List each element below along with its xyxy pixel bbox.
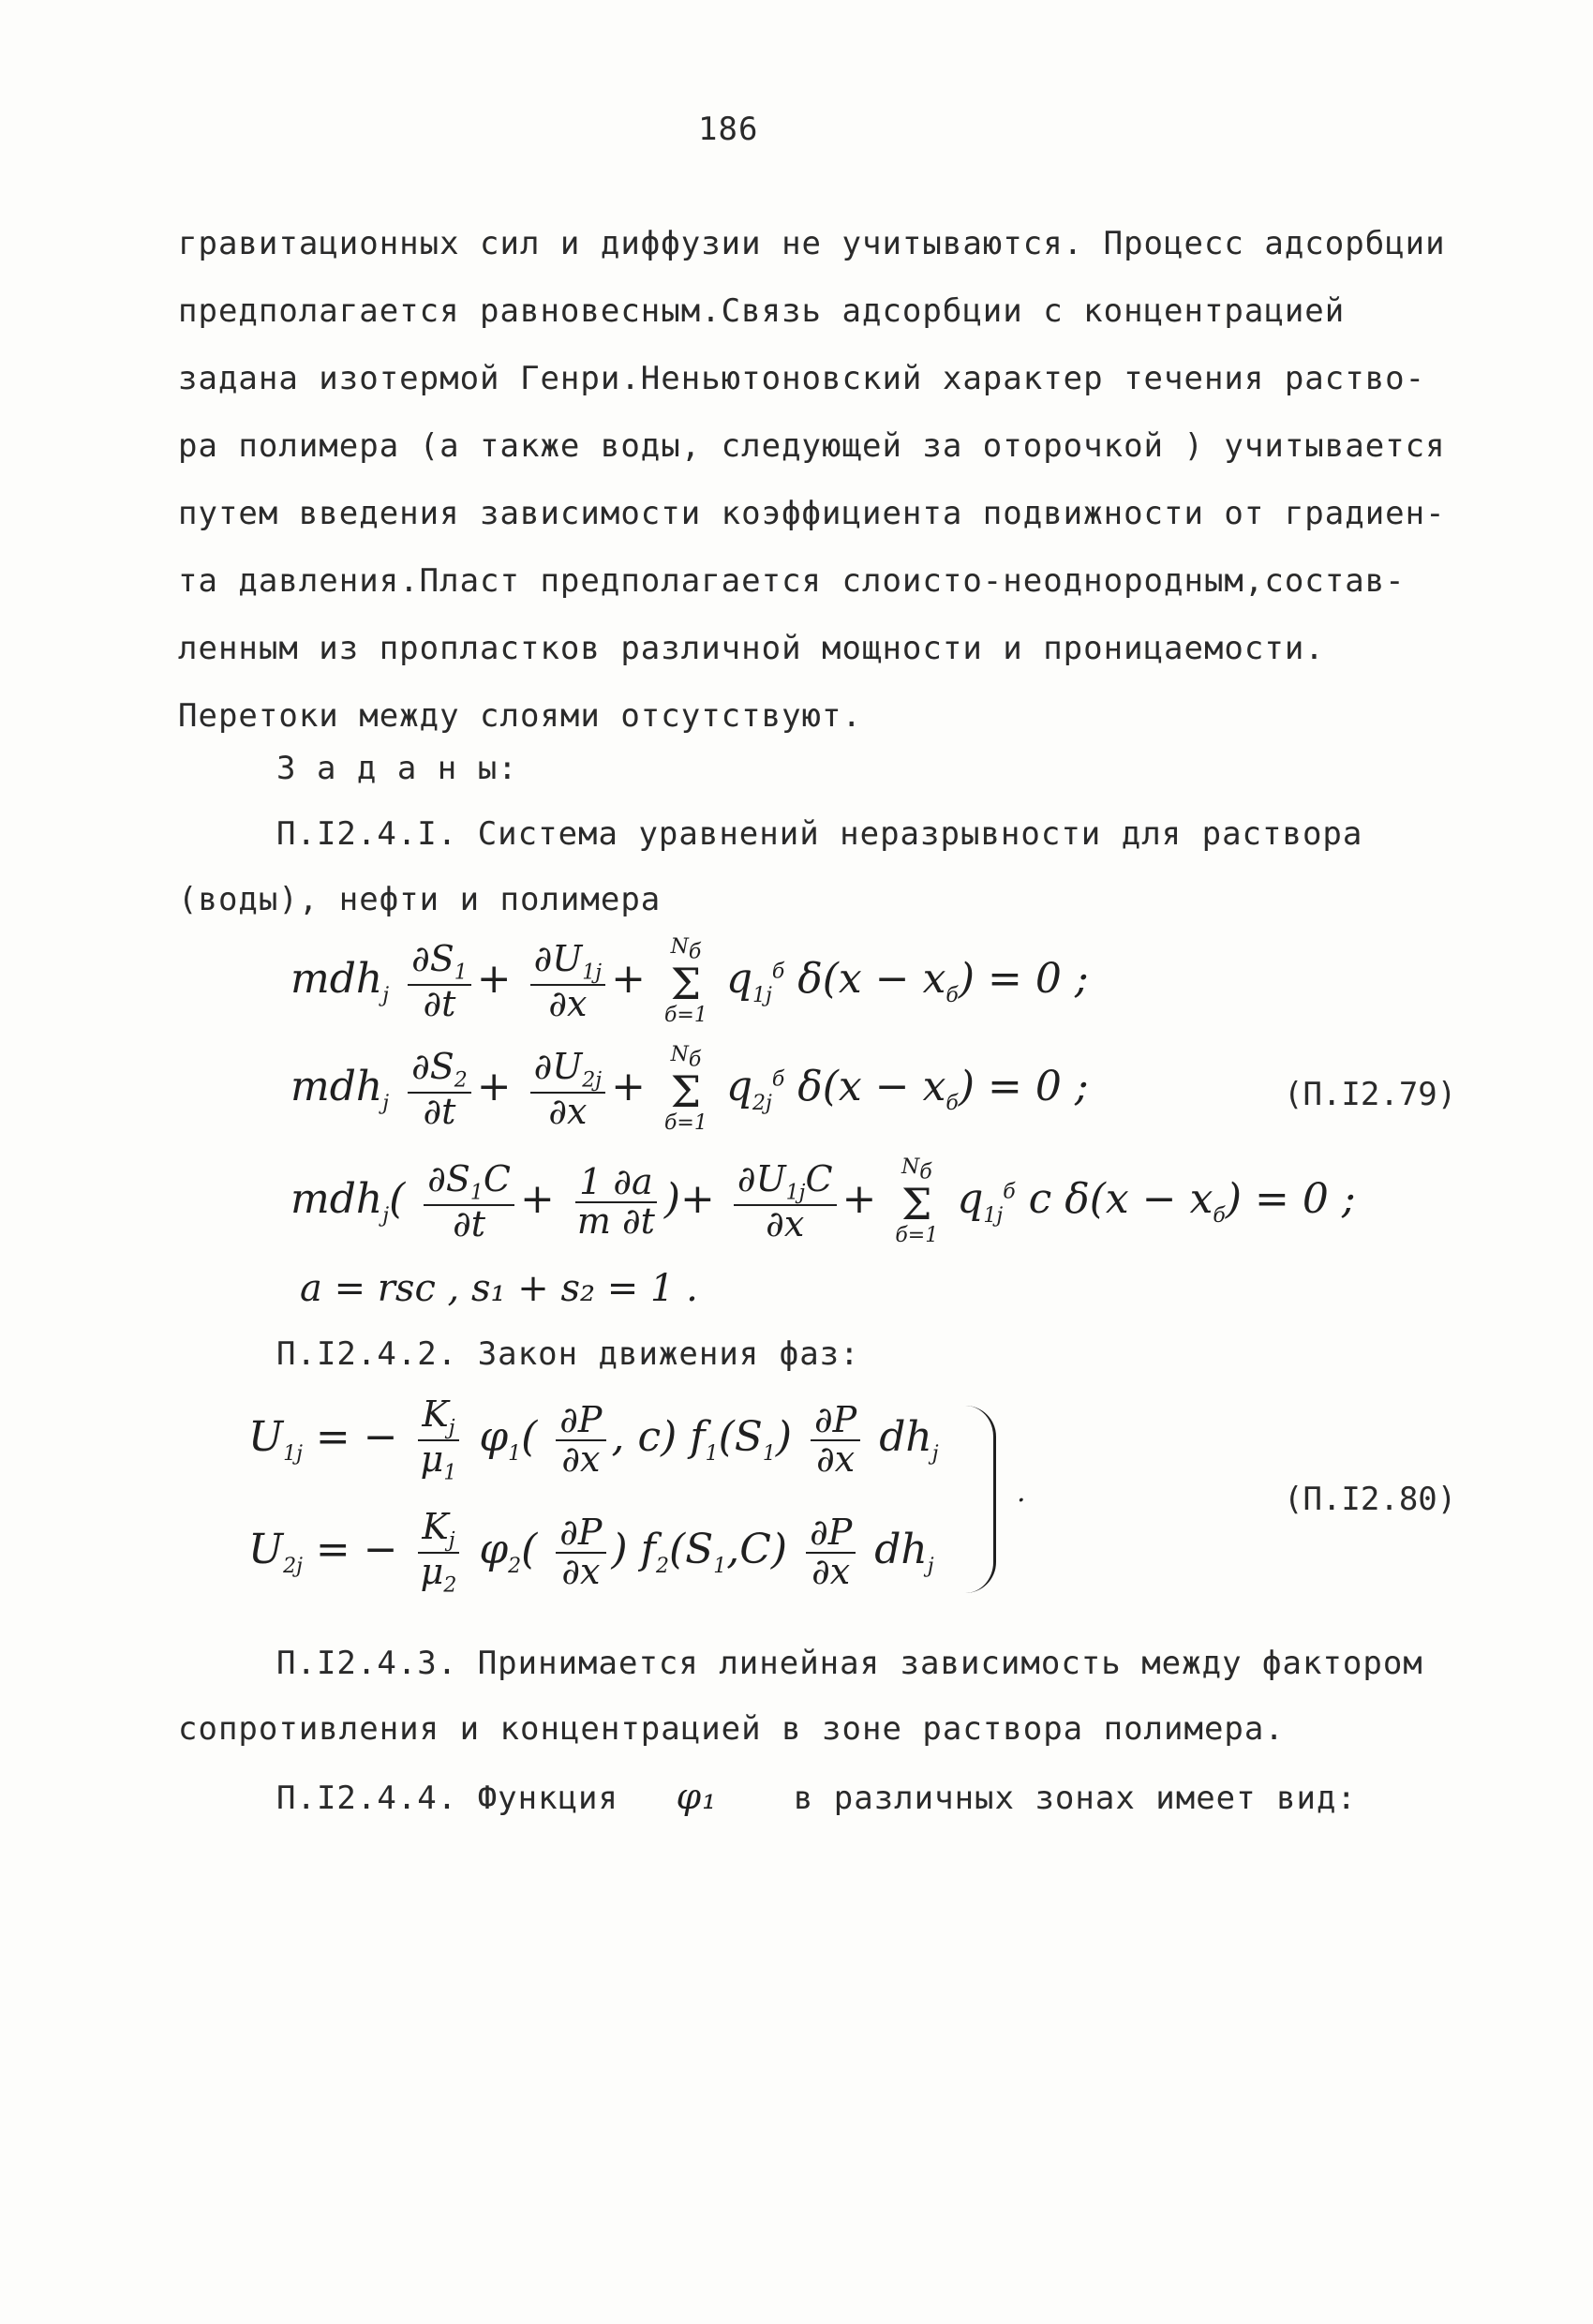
item3-line: сопротивления и концентрацией в зоне раствора полимера. xyxy=(178,1710,1285,1748)
brace-dot: . xyxy=(1017,1476,1026,1509)
equation-continuity-water: mdh$_j$ $\frac{\partial S_1}{\partial t}$ + $\frac{\partial U_{1j}}{\partial x}$ + $N_б$ Σ б=1 $q_{1j}^б$ $\delta(x - x_б) = 0$ ; xyxy=(290,935,1089,1028)
equation-velocity-water: $U_{1j}$ = − $\frac{K_j}{\mu_1}$ $\varphi_1$( $\frac{\partial P}{\partial x}$ , c) $f_1(S_1)$ $\frac{\partial P}{\partial x}$ $dh_j$ xyxy=(248,1393,939,1485)
text-line: задана изотермой Генри.Неньютоновский характер течения раство- xyxy=(178,360,1426,397)
text-line: та давления.Пласт предполагается слоисто-неоднородным,состав- xyxy=(178,562,1406,600)
phi-symbol: φ₁ xyxy=(676,1776,718,1817)
text-line: гравитационных сил и диффузии не учитываются. Процесс адсорбции xyxy=(178,225,1446,262)
text-line: предполагается равновесным.Связь адсорбции с концентрацией xyxy=(178,292,1346,330)
page-number: 186 xyxy=(698,111,759,148)
equation-number: (П.I2.79) xyxy=(1284,1076,1457,1113)
text-line: Перетоки между слоями отсутствуют. xyxy=(178,697,862,735)
text-line: путем введения зависимости коэффициента подвижности от градиен- xyxy=(178,495,1446,532)
item3-line: П.I2.4.3. Принимается линейная зависимость между фактором xyxy=(276,1645,1423,1682)
equation-adsorption: a = rsc , s₁ + s₂ = 1 . xyxy=(300,1267,698,1310)
equation-velocity-oil: $U_{2j}$ = − $\frac{K_j}{\mu_2}$ $\varphi_2$( $\frac{\partial P}{\partial x}$ ) $f_2(S_1,C)$ $\frac{\partial P}{\partial x}$ $dh_j$ xyxy=(248,1506,934,1598)
equation-continuity-polymer: mdh$_j$( $\frac{\partial S_1C}{\partial t}$ + $\frac{1 \partial a}{m \partial t}$ )+ $\frac{\partial U_{1j}C}{\partial x}$ + $N_б$ Σ б=1 $q_{1j}^б$ c $\delta(x - x_б) = 0$ ; xyxy=(290,1155,1356,1248)
equation-brace xyxy=(965,1406,996,1593)
item4-prefix: П.I2.4.4. Функция xyxy=(276,1780,618,1817)
item1-line: (воды), нефти и полимера xyxy=(178,881,662,918)
text-line: ленным из пропластков различной мощности и проницаемости. xyxy=(178,630,1325,667)
given-heading: З а д а н ы: xyxy=(276,750,518,787)
text-line: ра полимера (а также воды, следующей за оторочкой ) учитывается xyxy=(178,427,1446,465)
equation-number: (П.I2.80) xyxy=(1284,1481,1457,1518)
item2-line: П.I2.4.2. Закон движения фаз: xyxy=(276,1335,860,1373)
item4-line xyxy=(276,1776,1357,1817)
item1-line: П.I2.4.I. Система уравнений неразрывности для раствора xyxy=(276,815,1363,853)
equation-continuity-oil: mdh$_j$ $\frac{\partial S_2}{\partial t}$ + $\frac{\partial U_{2j}}{\partial x}$ + $N_б$ Σ б=1 $q_{2j}^б$ $\delta(x - x_б) = 0$ ; xyxy=(290,1043,1089,1136)
item4-suffix: в различных зонах имеет вид: xyxy=(793,1780,1357,1817)
